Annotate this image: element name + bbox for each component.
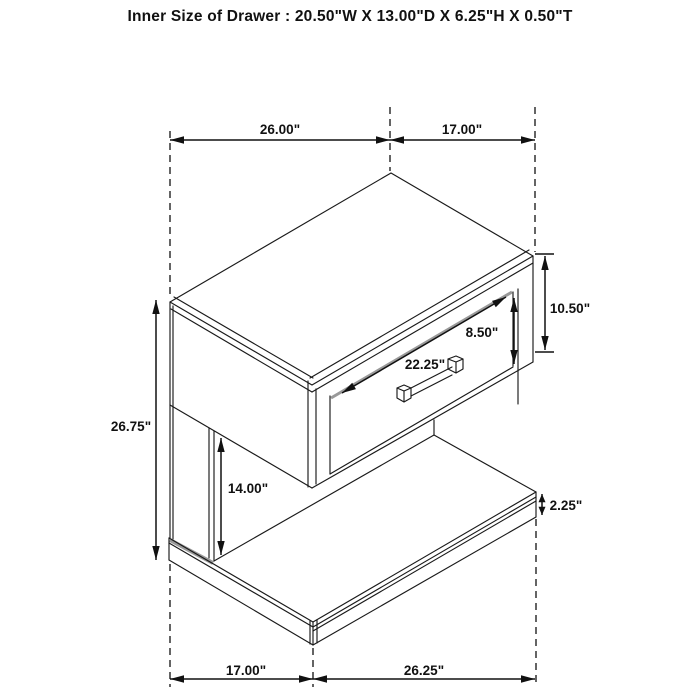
dim-label-bottom-width: 26.25" bbox=[403, 663, 445, 678]
niche-floor-back-edge bbox=[214, 435, 434, 561]
cabinet-slab-front bbox=[312, 263, 533, 392]
base-bottom-left-edge bbox=[169, 560, 313, 645]
base-rim-front-1 bbox=[313, 497, 536, 627]
dim-label-base-height: 2.25" bbox=[549, 498, 583, 513]
base-rim-front-2 bbox=[313, 501, 536, 631]
base-top-front-edge bbox=[313, 492, 536, 622]
dim-label-drawer-height: 8.50" bbox=[465, 325, 499, 340]
base-rim-left bbox=[169, 543, 313, 627]
cabinet-slab-left bbox=[171, 309, 312, 392]
nightstand-outline bbox=[169, 173, 536, 645]
dim-label-top-width: 26.00" bbox=[259, 122, 301, 137]
base-bottom-front-edge bbox=[313, 517, 536, 645]
cabinet-bottom-front-edge bbox=[312, 362, 533, 488]
cabinet-top-rim-left bbox=[174, 297, 313, 378]
cabinet-bottom-left-edge bbox=[170, 405, 312, 488]
base-top-left-edge bbox=[169, 538, 313, 622]
base-top-back-edge bbox=[434, 435, 536, 492]
dim-label-cabinet-height: 10.50" bbox=[549, 301, 591, 316]
drawer-handle-right-cap bbox=[448, 356, 463, 373]
dim-label-height-total: 26.75" bbox=[110, 419, 152, 434]
dim-label-top-depth: 17.00" bbox=[441, 122, 483, 137]
drawing-title: Inner Size of Drawer : 20.50"W X 13.00"D X 6.25"H X 0.50"T bbox=[127, 8, 573, 25]
dim-label-bottom-depth: 17.00" bbox=[225, 663, 267, 678]
drawer-handle-left-cap bbox=[397, 385, 411, 402]
dim-label-drawer-width: 22.25" bbox=[404, 357, 446, 372]
dim-label-opening-height: 14.00" bbox=[227, 481, 269, 496]
